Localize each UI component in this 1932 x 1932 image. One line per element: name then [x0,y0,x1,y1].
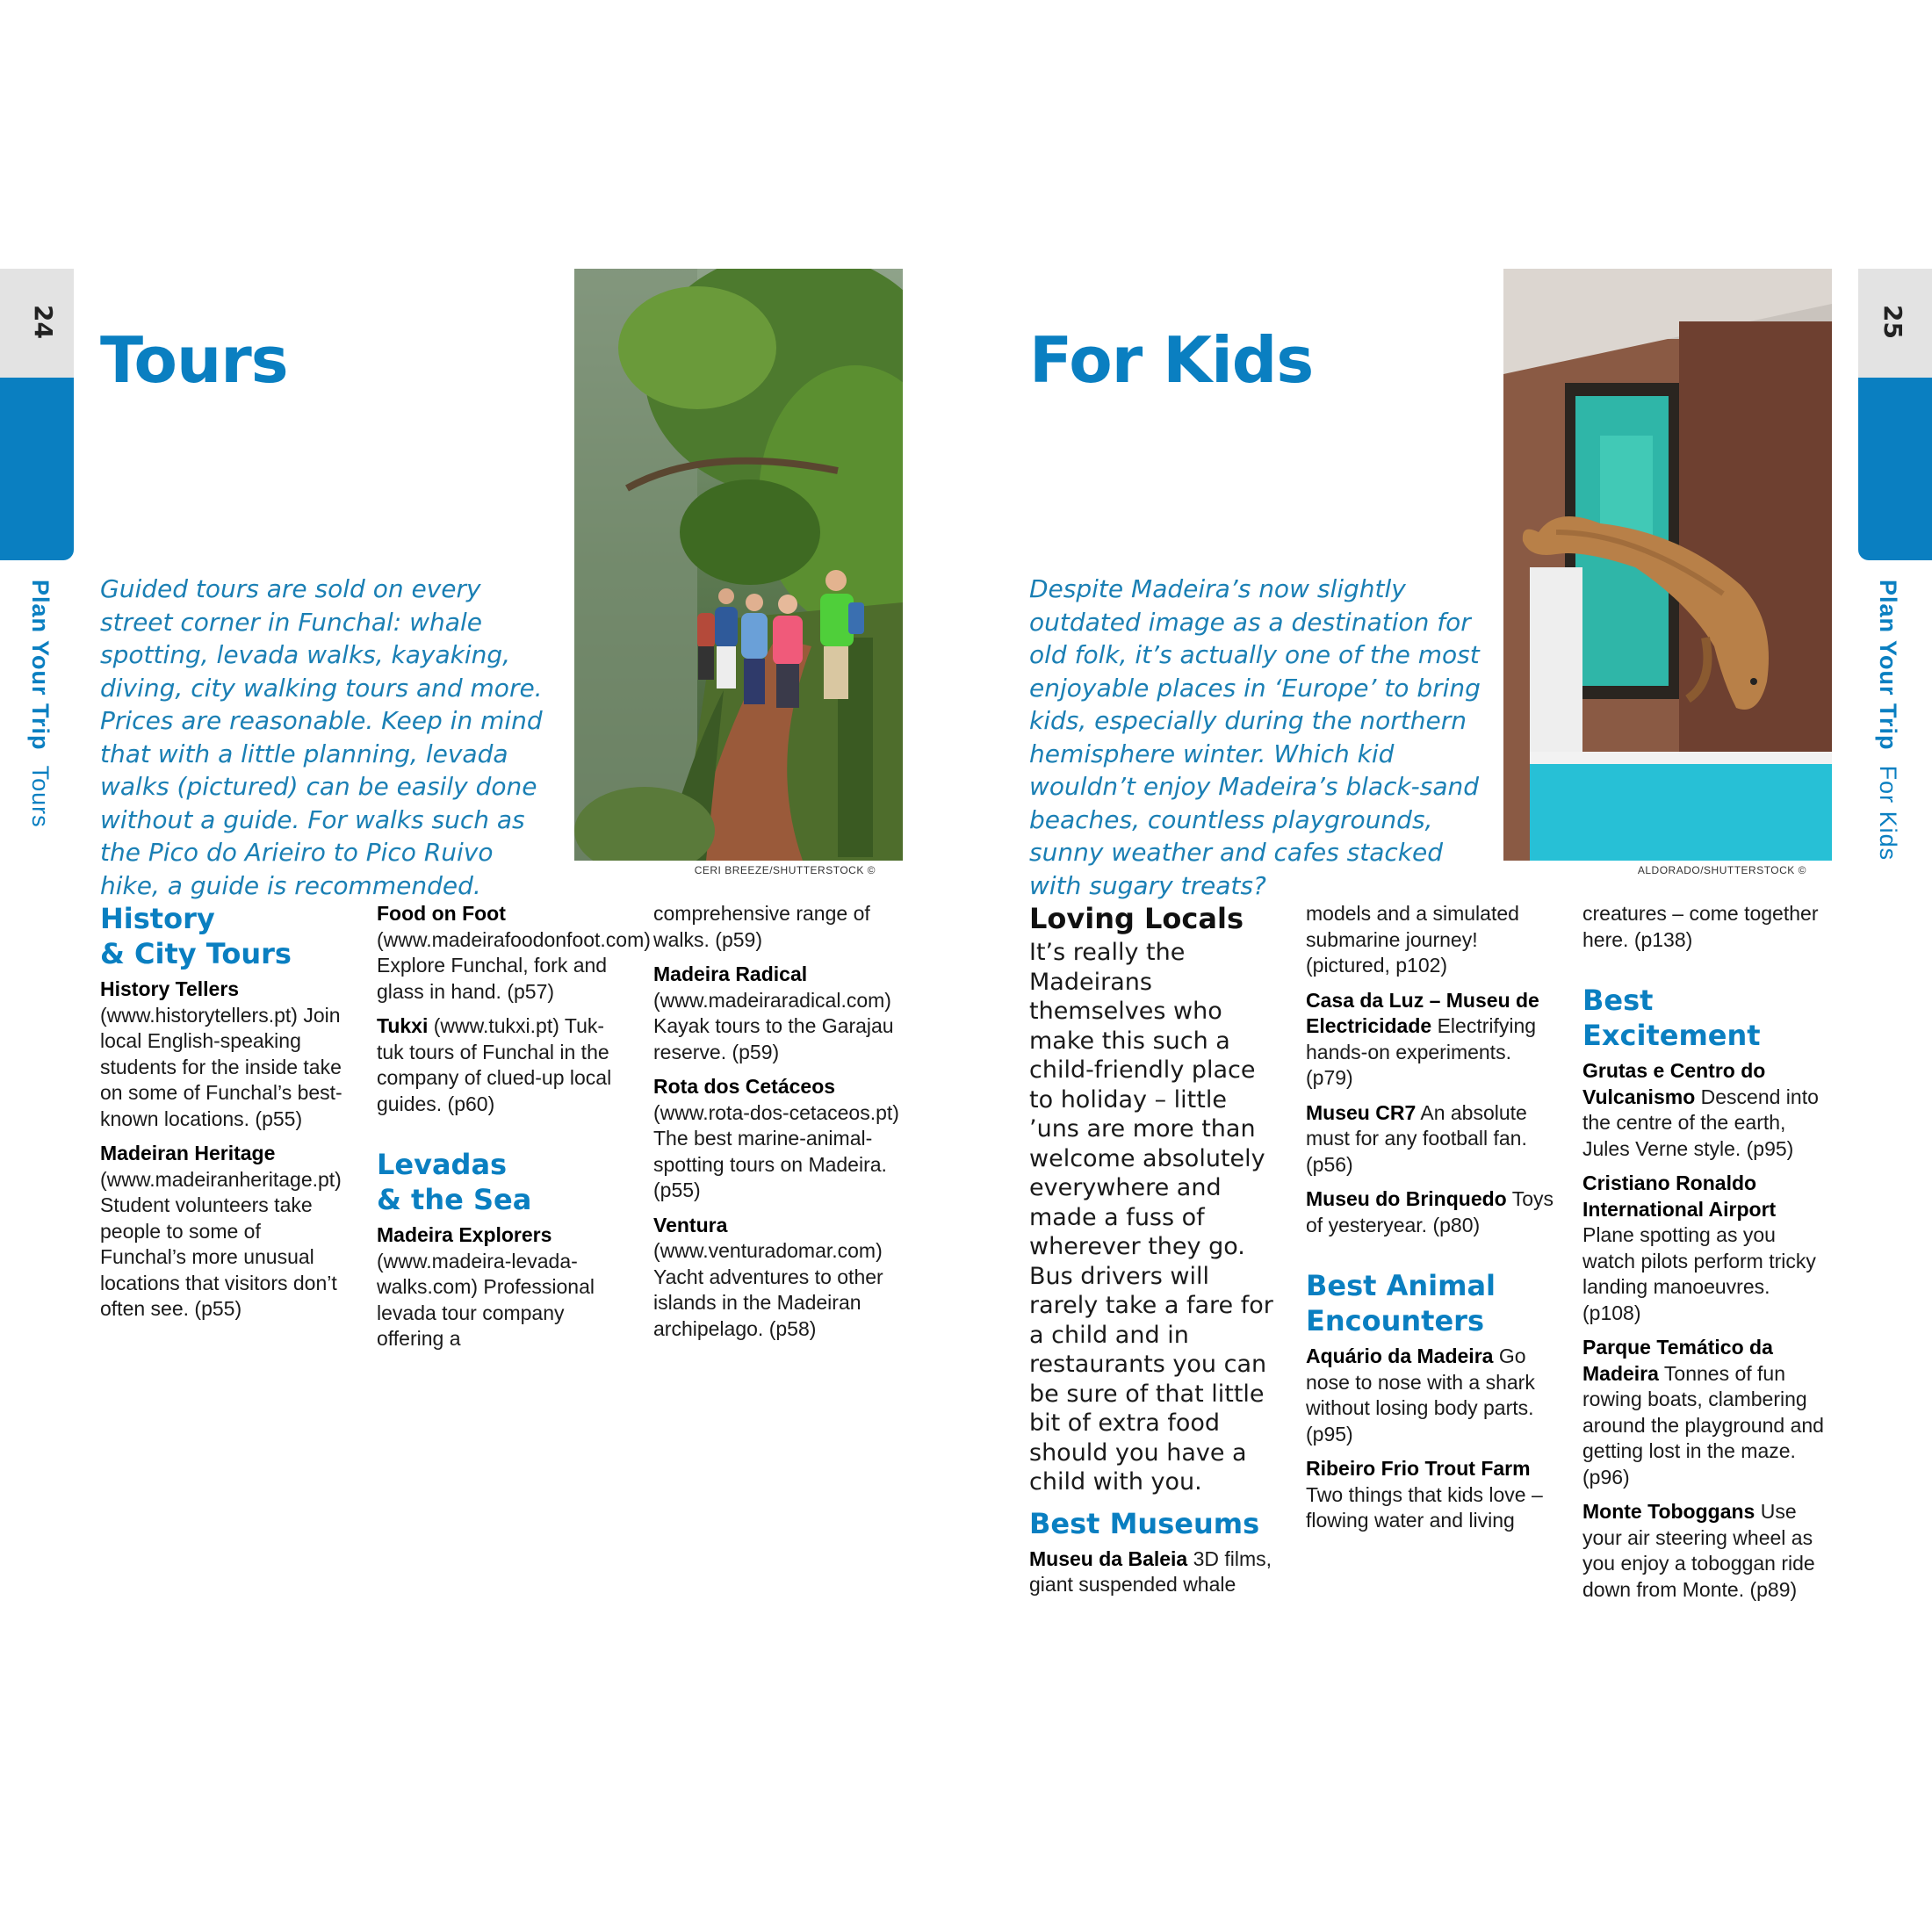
list-item: Madeira Explorers (www.madeira-levada-walks.com) Professional levada tour company offering a [377,1223,595,1350]
list-item: Museu da Baleia 3D films, giant suspended whale [1029,1546,1272,1596]
best-excitement-heading: Best Excitement [1582,984,1761,1052]
left-page-number: 24 [28,305,58,339]
tours-column-3 [653,901,904,1351]
list-item: Monte Toboggans Use your air steering wheel as you enjoy a toboggan ride down from Monte. (p89) [1582,1500,1815,1601]
list-item: Ribeiro Frio Trout Farm Two things that kids love – flowing water and living [1306,1457,1543,1532]
list-item: Museu CR7 An absolute must for any football fan. (p56) [1306,1100,1527,1176]
loving-locals-text: It’s really the Madeirans themselves who make this such a child-friendly place to holiday – little ’uns are more than welcome absolutely everywhere and made a fuss of wherever they go. Bus drivers will rarely take a fare for a child and in restaurants you can be sure of that little bit of extra food should you have a child with you. [1029,939,1273,1496]
tours-column-1 [100,901,350,1331]
list-item: History Tellers (www.historytellers.pt) Join local English-speaking students for the inside take on some of Funchal’s best-known locations. (p55) [100,977,342,1130]
list-item: Cristiano Ronaldo International Airport Plane spotting as you watch pilots perform tricky landing manoeuvres. (p108) [1582,1171,1816,1324]
list-item: Tukxi (www.tukxi.pt) Tuk-tuk tours of Funchal in the company of clued-up local guides. (p60) [377,1014,612,1115]
whale-museum-seal-photo [1503,269,1832,861]
best-animal-heading: Best Animal Encounters [1306,1269,1496,1337]
kids-column-1 [1029,901,1280,1607]
levadas-heading: Levadas & the Sea [377,1148,532,1216]
list-item: Madeiran Heritage (www.madeiranheritage.pt) Student volunteers take people to some of Funchal’s more unusual locations that visitors don’t often see. (p55) [100,1142,342,1320]
page-title-tours: Tours [100,323,288,397]
right-side-label: Plan Your Trip For Kids [1875,580,1901,861]
list-item: Casa da Luz – Museu de Electricidade Electrifying hands-on experiments. (p79) [1306,988,1539,1089]
hikers-levada-photo [574,269,903,861]
list-item: Museu do Brinquedo Toys of yesteryear. (p80) [1306,1187,1554,1236]
list-item: Madeira Radical (www.madeiraradical.com) Kayak tours to the Garajau reserve. (p59) [653,962,894,1063]
right-page-number: 25 [1878,305,1907,339]
list-item: Grutas e Centro do Vulcanismo Descend into the centre of the earth, Jules Verne style. (p95) [1582,1059,1819,1160]
right-thumb-tab [1858,378,1932,560]
list-item: models and a simulated submarine journey! (pictured, p102) [1306,902,1519,977]
history-heading: History & City Tours [100,902,292,970]
tours-column-2 [377,901,651,1361]
list-item: creatures – come together here. (p138) [1582,902,1819,951]
list-item: Rota dos Cetáceos (www.rota-dos-cetaceos.pt) The best marine-animal-spotting tours on Madeira. (p55) [653,1075,899,1201]
page-title-for-kids: For Kids [1029,323,1314,397]
list-item: Parque Temático da Madeira Tonnes of fun rowing boats, clambering around the playground and getting lost in the maze. (p96) [1582,1336,1824,1489]
kids-column-2 [1306,901,1556,1543]
loving-locals-heading: Loving Locals [1029,902,1244,935]
kids-column-3 [1582,901,1833,1611]
list-item: Aquário da Madeira Go nose to nose with a shark without losing body parts. (p95) [1306,1344,1535,1445]
left-side-label: Plan Your Trip Tours [27,580,54,828]
tours-photo-credit: CERI BREEZE/SHUTTERSTOCK © [694,864,876,876]
kids-photo-credit: ALDORADO/SHUTTERSTOCK © [1637,864,1806,876]
kids-intro: Despite Madeira’s now slightly outdated image as a destination for old folk, it’s actually one of the most enjoyable places in ‘Europe’ to bring kids, especially during the northern hemisphere winter. Which kid wouldn’t enjoy Madeira’s black-sand beaches, countless playgrounds, sunny weather and cafes stacked with sugary treats? [1029,574,1481,900]
best-museums-heading: Best Museums [1029,1506,1260,1540]
tours-intro: Guided tours are sold on every street corner in Funchal: whale spotting, levada walks, kayaking, diving, city walking tours and more. Prices are reasonable. Keep in mind that with a little planning, levada walks (pictured) can be easily done without a guide. For walks such as the Pico do Arieiro to Pico Ruivo hike, a guide is recommended. [100,574,543,900]
left-thumb-tab [0,378,74,560]
list-item: Ventura (www.venturadomar.com) Yacht adventures to other islands in the Madeiran archipelago. (p58) [653,1213,883,1340]
list-item: comprehensive range of walks. (p59) [653,902,870,951]
list-item: Food on Foot (www.madeirafoodonfoot.com) Explore Funchal, fork and glass in hand. (p57) [377,902,651,1003]
